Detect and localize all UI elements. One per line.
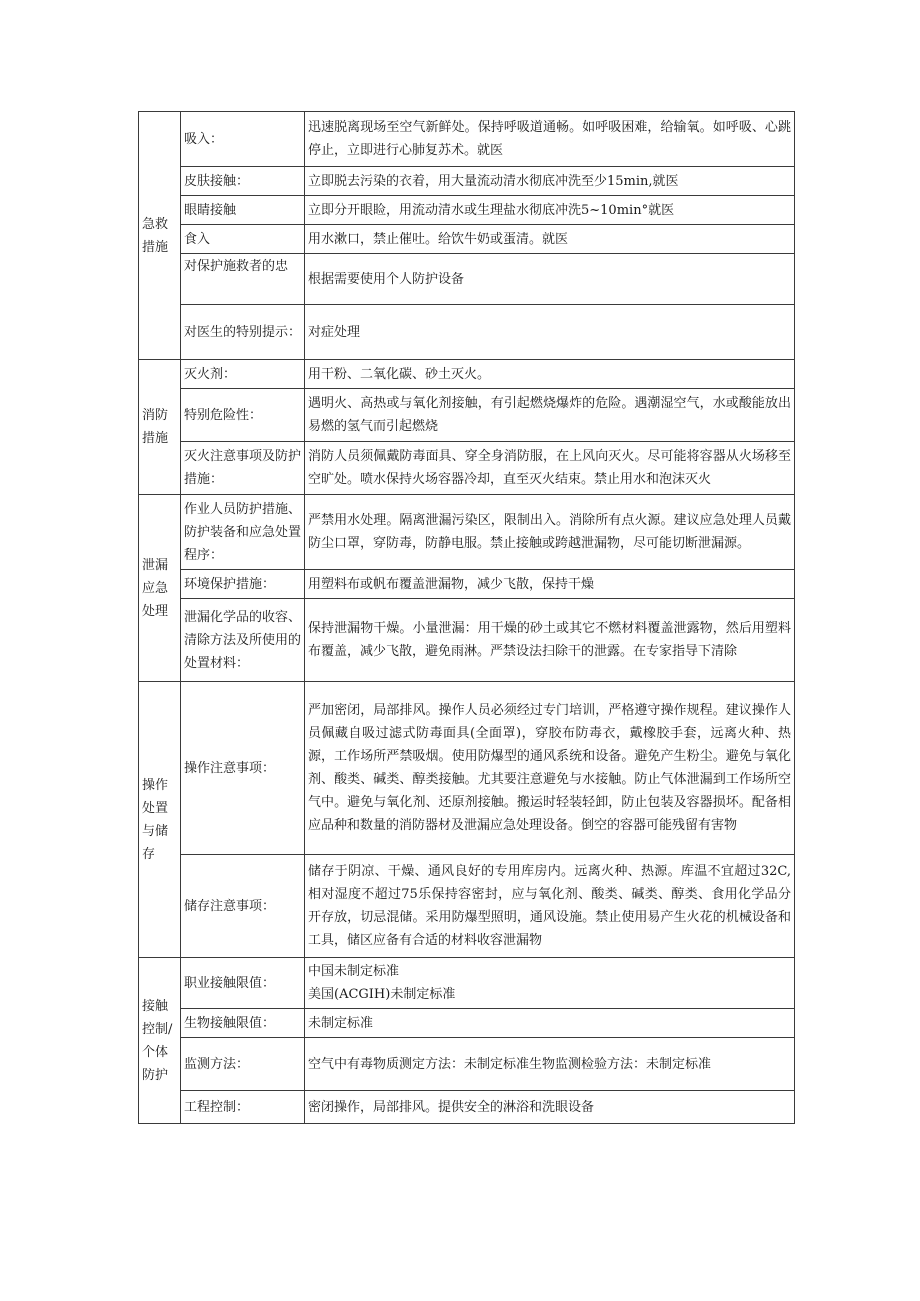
row-label: 生物接触限值： [181,1009,305,1038]
row-label: 灭火剂： [181,360,305,389]
row-value: 严加密闭，局部排风。操作人员必须经过专门培训，严格遵守操作规程。建议操作人员佩藏自吸过滤式防毒面具(全面罩)，穿胶布防毒衣，戴橡胶手套，远离火种、热源，工作场所严禁吸烟。使用防爆型的通风系统和设备。避免产生粉尘。避免与氧化剂、酸类、碱类、醇类接触。尤其要注意避免与水接触。防止气体泄漏到工作场所空气中。避免与氧化剂、还原剂接触。搬运时轻装轻卸，防止包装及容器损坏。配备相应品种和数量的消防器材及泄漏应急处理设备。倒空的容器可能残留有害物 [305,682,795,855]
row-value: 用塑料布或帆布覆盖泄漏物，减少飞散，保持干燥 [305,570,795,599]
section-title-leak: 泄漏应急处理 [139,495,181,682]
section-title-handling: 操作处置与储存 [139,682,181,958]
table-row [139,570,795,599]
row-value: 密闭操作，局部排风。提供安全的淋浴和洗眼设备 [305,1091,795,1124]
table-row [139,495,795,570]
table-row [139,225,795,254]
table-row [139,196,795,225]
row-value: 用水漱口，禁止催吐。给饮牛奶或蛋清。就医 [305,225,795,254]
value-line: 中国未制定标准 [308,964,400,979]
row-label: 特别危险性： [181,389,305,442]
table-row [139,599,795,682]
row-value: 保持泄漏物干燥。小量泄漏：用干燥的砂土或其它不燃材料覆盖泄露物，然后用塑料布覆盖，减少飞散，避免雨淋。严禁设法扫除干的泄露。在专家指导下清除 [305,599,795,682]
row-label: 皮肤接触： [181,167,305,196]
row-value: 消防人员须佩戴防毒面具、穿全身消防服，在上风向灭火。尽可能将容器从火场移至空旷处。喷水保持火场容器冷却，直至灭火结束。禁止用水和泡沫灭火 [305,442,795,495]
table-row [139,167,795,196]
row-label: 食入 [181,225,305,254]
row-label: 吸入： [181,112,305,167]
table-row [139,305,795,360]
table-row [139,254,795,305]
row-value: 未制定标准 [305,1009,795,1038]
section-title-first-aid: 急救措施 [139,112,181,360]
table-row [139,682,795,855]
row-value: 储存于阴凉、干燥、通风良好的专用库房内。远离火种、热源。库温不宜超过32C,相对湿度不超过75乐保持容密封，应与氧化剂、酸类、碱类、醇类、食用化学品分开存放，切忌混储。采用防爆型照明，通风设施。禁止使用易产生火花的机械设备和工具，储区应备有合适的材料收容泄漏物 [305,855,795,958]
row-value [305,958,795,1009]
row-label: 监测方法： [181,1038,305,1091]
row-value: 用干粉、二氧化碳、砂土灭火。 [305,360,795,389]
row-value: 迅速脱离现场至空气新鲜处。保持呼吸道通畅。如呼吸困难，给输氧。如呼吸、心跳停止，立即进行心肺复苏术。就医 [305,112,795,167]
table-row [139,855,795,958]
row-value: 对症处理 [305,305,795,360]
msds-table [138,111,795,1124]
row-label: 环境保护措施： [181,570,305,599]
row-label: 作业人员防护措施、防护装备和应急处置程序： [181,495,305,570]
row-label: 眼睛接触 [181,196,305,225]
row-value: 立即脱去污染的衣着，用大量流动清水彻底冲洗至少15min,就医 [305,167,795,196]
table-row [139,442,795,495]
row-label: 工程控制： [181,1091,305,1124]
value-line: 美国(ACGIH)未制定标准 [308,987,456,1002]
table-row [139,1038,795,1091]
row-label: 对保护施救者的忠 [181,254,305,305]
row-label: 储存注意事项： [181,855,305,958]
table-row [139,389,795,442]
row-label: 泄漏化学品的收容、清除方法及所使用的处置材料： [181,599,305,682]
table-row [139,1091,795,1124]
table-row [139,1009,795,1038]
table-row [139,958,795,1009]
row-value: 严禁用水处理。隔离泄漏污染区，限制出入。消除所有点火源。建议应急处理人员戴防尘口罩，穿防毒，防静电服。禁止接触或跨越泄漏物，尽可能切断泄漏源。 [305,495,795,570]
row-value: 立即分开眼睑，用流动清水或生理盐水彻底冲洗5~10min°就医 [305,196,795,225]
table-row [139,112,795,167]
row-label: 操作注意事项： [181,682,305,855]
row-label: 职业接触限值： [181,958,305,1009]
row-label: 灭火注意事项及防护措施： [181,442,305,495]
row-label: 对医生的特别提示： [181,305,305,360]
table-row [139,360,795,389]
row-value: 根据需要使用个人防护设备 [305,254,795,305]
section-title-firefighting: 消防措施 [139,360,181,495]
section-title-exposure: 接触控制/个体防护 [139,958,181,1124]
row-value: 空气中有毒物质测定方法：未制定标准生物监测检验方法：未制定标准 [305,1038,795,1091]
row-value: 遇明火、高热或与氧化剂接触，有引起燃烧爆炸的危险。遇潮湿空气，水或酸能放出易燃的氢气而引起燃烧 [305,389,795,442]
